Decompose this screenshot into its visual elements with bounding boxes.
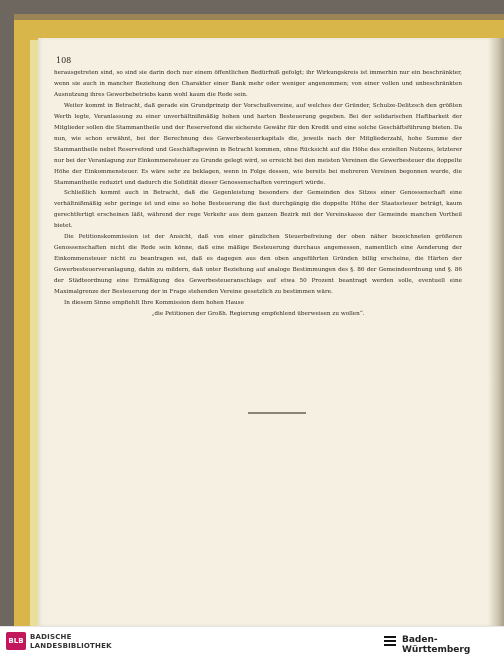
paragraph-3: Schließlich kommt auch in Betracht, daß die Gegenleistung besonders der Gemeinden des Sitzes einer Genossenschaft eine verhältnißmäßig sehr geringe ist und eine so hohe Besteuerung die fast durchgängig die doppelte Höhe der Staatssteuer beträgt, kaum gerechtfertigt erscheinen läßt, während der rege Verkehr aus dem ganzen Bezirk mit der Vereinskasse der Gemeinde manchen Vortheil bietet. bbox=[54, 190, 462, 230]
baden-wuerttemberg-lions-icon[interactable] bbox=[382, 634, 398, 648]
recommendation-quote: „die Petitionen der Großh. Regierung empfehlend überweisen zu wollen“. bbox=[151, 310, 365, 317]
footer-bar bbox=[0, 626, 504, 655]
page-number: 108 bbox=[56, 56, 72, 65]
blb-name-line-1: BADISCHE bbox=[30, 633, 72, 641]
page-gutter-shadow bbox=[488, 38, 504, 626]
book-top-edge bbox=[14, 14, 504, 20]
paragraph-4: Die Petitionskommission ist der Ansicht, daß von einer gänzlichen Steuerbefreiung der oben näher bezeichneten größeren Genossenschaften nicht die Rede sein könne, daß eine mäßige Besteuerung durchaus angemessen, namentlich eine Aenderung der Einkommensteuer nicht zu beantragen sei, daß es dagegen aus den oben angeführten Gründen billig erscheine, die Härten der Gewerbesteuerveranlagung, dahin zu mildern, daß unter Beziehung auf analoge Bestimmungen des §. 86 der Gemeindeordnung und §. 86 der Städteordnung eine Ermäßigung des Gewerbesteueranschlags auf etwa 50 Prozent beantragt werden solle, eventuell eine Maximalgrenze der Besteuerung der in Frage stehenden Vereine gesetzlich zu bestimmen wäre. bbox=[54, 234, 462, 296]
page-body-text bbox=[54, 68, 462, 320]
baden-wuerttemberg-label: Baden-Württemberg bbox=[402, 635, 471, 655]
blb-name-line-2: LANDESBIBLIOTHEK bbox=[30, 642, 112, 650]
paragraph-1: herausgetreten sind, so sind sie darin doch nur einem öffentlichen Bedürfniß gefolgt; ihr Wirkungskreis ist immerhin nur ein beschränkter, wenn sie auch in mancher Beziehung den Charakter einer Bank mehr oder weniger angenommen; von einer vollen und unbeschränkten Ausnutzung ihres Gewerbebetriebs kann wohl kaum die Rede sein. bbox=[54, 70, 462, 98]
closing-rule bbox=[248, 412, 306, 414]
blb-logo-icon[interactable]: BLB bbox=[6, 632, 26, 650]
paragraph-2: Weiter kommt in Betracht, daß gerade ein Grundprinzip der Vorschußvereine, auf welches der Gründer, Schulze-Delitzsch den größten Werth legte, Veranlassung zu einer unverhältnißmäßig hohen und harten Besteuerung gegeben. Bei der solidarischen Haftbarkeit der Mitglieder sollen die Stammantheile und der Reservefond die sicherste Gewähr für den Kredit und eine solche Geschäftsführung bieten. Da nun, wie schon erwähnt, bei der Berechnung des Gewerbesteuerkapitals die, jeweils nach der Mitgliederzahl, hohe Summe der Stammantheile nebst Reservefond und Geschäftsgewinn in Betracht kommen, ohne Rücksicht auf die Höhe des erzielten Nutzens, letzterer nur bei der Veranlagung zur Einkommensteuer zu Grunde gelegt wird, so erreicht bei den meisten Vereinen die Gewerbesteuer die doppelte Höhe der Einkommensteuer. Es wäre sehr zu beklagen, wenn in Folge dessen, wie bereits bei mehreren Vereinen begonnen wurde, die Stammantheile reduzirt und dadurch die Solidität dieser Genossenschaften verringert würde. bbox=[54, 102, 462, 186]
paragraph-5: In diesem Sinne empfiehlt Ihre Kommission dem hohen Hause bbox=[64, 300, 244, 307]
